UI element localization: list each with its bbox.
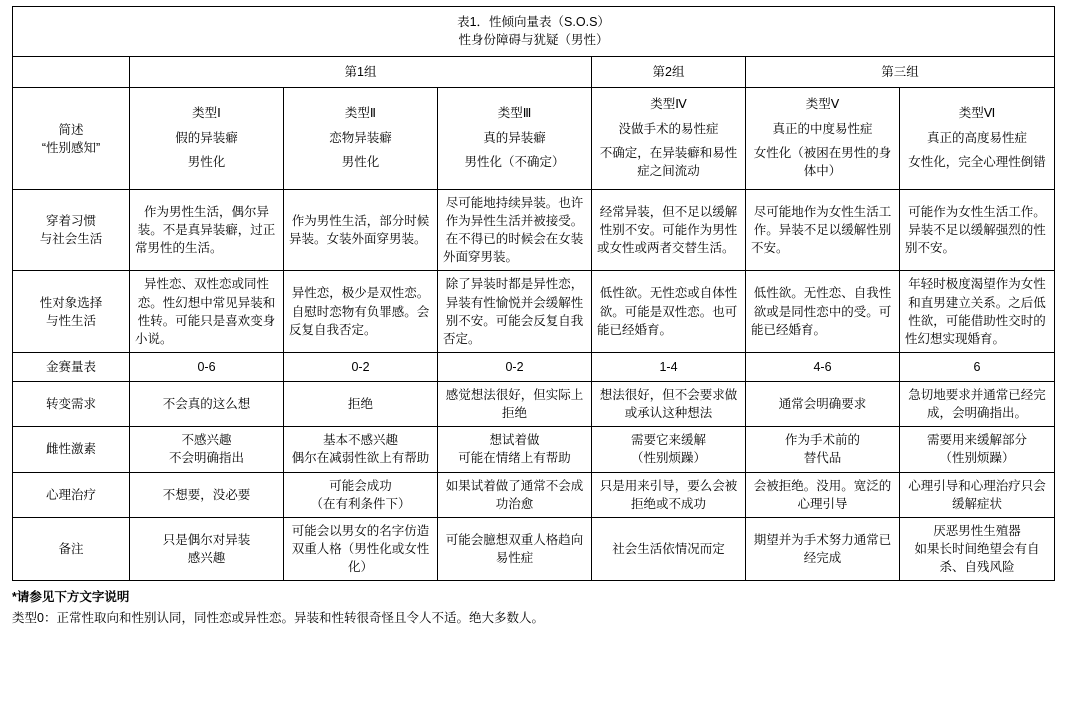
cell-kinsey-6: 6 [900,352,1055,381]
cell-clothing-2: 作为男性生活，部分时候异装。女装外面穿男装。 [284,189,438,271]
table-row [13,427,1055,472]
cell-kinsey-3: 0-2 [438,352,592,381]
cell-kinsey-5: 4-6 [746,352,900,381]
type-name-1: 类型Ⅰ [192,106,221,121]
cell-clothing-6: 可能作为女性生活工作。异装不足以缓解强烈的性别不安。 [900,189,1055,271]
cell-notes-3: 可能会臆想双重人格趋向易性症 [438,517,592,580]
cell-estrogen-1: 不感兴趣 不会明确指出 [130,427,284,472]
cell-psychotherapy-4: 只是用来引导，要么会被拒绝或不成功 [592,472,746,517]
cell-clothing-5: 尽可能地作为女性生活工作。异装不足以缓解性别不安。 [746,189,900,271]
sos-table [12,6,1055,581]
type-desc2-4: 不确定，在异装癖和易性症之间流动 [599,145,738,178]
type-desc-4: 没做手术的易性症 [618,121,719,136]
type-header-1 [130,88,284,190]
table-row [13,472,1055,517]
cell-transition-6: 急切地要求并通常已经完成，会明确指出。 [900,382,1055,427]
cell-clothing-4: 经常异装，但不足以缓解性别不安。可能作为男性或女性或两者交替生活。 [592,189,746,271]
type-desc2-6: 女性化，完全心理性倒错 [908,154,1046,169]
row-label-summary [13,88,130,190]
cell-transition-3: 感觉想法很好，但实际上拒绝 [438,382,592,427]
cell-psychotherapy-2: 可能会成功 （在有利条件下） [284,472,438,517]
table-row [13,517,1055,580]
type-header-3 [438,88,592,190]
cell-sexual-3: 除了异装时都是异性恋，异装有性愉悦并会缓解性别不安。可能会反复自我否定。 [438,271,592,353]
cell-kinsey-2: 0-2 [284,352,438,381]
type-desc2-2: 男性化 [341,154,380,169]
table-title-row [13,7,1055,57]
group-header-corner [13,57,130,88]
cell-psychotherapy-5: 会被拒绝。没用。宽泛的心理引导 [746,472,900,517]
type-name-2: 类型Ⅱ [344,106,377,121]
footnotes [12,587,1054,628]
cell-notes-2: 可能会以男女的名字仿造双重人格（男性化或女性化） [284,517,438,580]
cell-transition-4: 想法很好，但不会要求做或承认这种想法 [592,382,746,427]
cell-estrogen-3: 想试着做 可能在情绪上有帮助 [438,427,592,472]
cell-notes-4: 社会生活依情况而定 [592,517,746,580]
table-row [13,271,1055,353]
row-label-notes: 备注 [13,517,130,580]
table-title [13,7,1055,57]
type-desc2-3: 男性化（不确定） [464,154,565,169]
cell-estrogen-4: 需要它来缓解 （性别烦躁） [592,427,746,472]
row-label-summary-sub: “性别感知” [41,140,101,155]
cell-sexual-2: 异性恋，极少是双性恋。自慰时恋物有负罪感。会反复自我否定。 [284,271,438,353]
row-label-clothing-main: 穿着习惯 [45,214,96,228]
cell-psychotherapy-1: 不想要，没必要 [130,472,284,517]
row-label-kinsey: 金赛量表 [13,352,130,381]
group-header-2: 第2组 [592,57,746,88]
table-row [13,382,1055,427]
cell-notes-1: 只是偶尔对异装 感兴趣 [130,517,284,580]
cell-transition-5: 通常会明确要求 [746,382,900,427]
type-header-4 [592,88,746,190]
group-header-row [13,57,1055,88]
row-label-transition: 转变需求 [13,382,130,427]
cell-transition-2: 拒绝 [284,382,438,427]
type-header-2 [284,88,438,190]
cell-psychotherapy-3: 如果试着做了通常不会成功治愈 [438,472,592,517]
footnote-1: *请参见下方文字说明 [12,590,130,605]
cell-clothing-3: 尽可能地持续异装。也许作为异性生活并被接受。在不得已的时候会在女装外面穿男装。 [438,189,592,271]
type-desc2-5: 女性化（被困在男性的身体中） [753,145,892,178]
row-label-estrogen: 雌性激素 [13,427,130,472]
footnote-2: 类型0：正常性取向和性别认同，同性恋或异性恋。异装和性转很奇怪且令人不适。绝大多数人。 [12,611,544,626]
type-header-6 [900,88,1055,190]
type-desc-1: 假的异装癖 [175,130,238,145]
type-name-4: 类型Ⅳ [650,97,687,112]
cell-kinsey-4: 1-4 [592,352,746,381]
table-row [13,189,1055,271]
table-row [13,352,1055,381]
cell-sexual-4: 低性欲。无性恋或自体性欲。可能是双性恋。也可能已经婚育。 [592,271,746,353]
row-label-psychotherapy: 心理治疗 [13,472,130,517]
title-line-1: 表1．性倾向量表（S.O.S） [457,15,610,29]
type-desc-6: 真正的高度易性症 [927,130,1028,145]
group-header-3: 第三组 [746,57,1055,88]
type-name-3: 类型Ⅲ [497,106,532,121]
cell-sexual-1: 异性恋、双性恋或同性恋。性幻想中常见异装和性转。可能只是喜欢变身小说。 [130,271,284,353]
cell-estrogen-5: 作为手术前的 替代品 [746,427,900,472]
cell-sexual-5: 低性欲。无性恋、自我性欲或是同性恋中的受。可能已经婚育。 [746,271,900,353]
row-label-sexual-main: 性对象选择 [39,295,103,310]
type-header-row [13,88,1055,190]
row-label-clothing [13,189,130,271]
cell-notes-5: 期望并为手术努力通常已经完成 [746,517,900,580]
cell-notes-6: 厌恶男性生殖器 如果长时间绝望会有自杀、自残风险 [900,517,1055,580]
group-header-1: 第1组 [130,57,592,88]
row-label-sexual-sub: 与性生活 [45,313,96,328]
row-label-sexual [13,271,130,353]
type-name-6: 类型Ⅵ [958,106,996,121]
type-desc2-1: 男性化 [187,154,226,169]
cell-kinsey-1: 0-6 [130,352,284,381]
type-desc-5: 真正的中度易性症 [772,121,873,136]
cell-sexual-6: 年轻时极度渴望作为女性和直男建立关系。之后低性欲，可能借助性交时的性幻想实现婚育。 [900,271,1055,353]
cell-psychotherapy-6: 心理引导和心理治疗只会缓解症状 [900,472,1055,517]
cell-estrogen-6: 需要用来缓解部分 （性别烦躁） [900,427,1055,472]
type-desc-2: 恋物异装癖 [329,130,392,145]
type-header-5 [746,88,900,190]
cell-clothing-1: 作为男性生活，偶尔异装。不是真异装癖，过正常男性的生活。 [130,189,284,271]
row-label-summary-main: 简述 [58,122,84,137]
row-label-clothing-sub: 与社会生活 [39,232,103,247]
title-line-2: 性身份障碍与犹疑（男性） [458,33,609,48]
cell-estrogen-2: 基本不感兴趣 偶尔在减弱性欲上有帮助 [284,427,438,472]
type-name-5: 类型Ⅴ [805,97,840,112]
cell-transition-1: 不会真的这么想 [130,382,284,427]
type-desc-3: 真的异装癖 [483,130,546,145]
